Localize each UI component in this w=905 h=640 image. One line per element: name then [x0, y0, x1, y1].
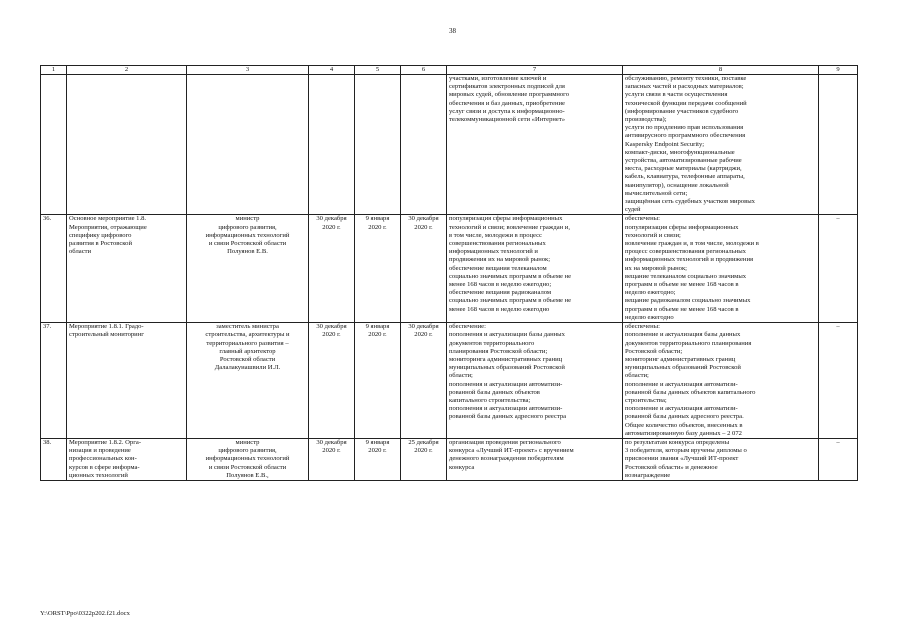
text-line: пополнение и актуализация автоматизи- — [625, 380, 738, 388]
text-line: популяризация сферы информационных — [625, 223, 739, 231]
text-line: курсов в сфере информа- — [69, 463, 140, 471]
text-line: Ростовской области — [219, 355, 276, 363]
row-number: 38. — [41, 438, 67, 480]
column-number: 3 — [187, 66, 309, 75]
text-line: капитального строительства; — [449, 396, 531, 404]
actual-result-cell — [623, 438, 819, 480]
text-line: пополнения и актуализации базы данных — [449, 331, 565, 339]
column-number: 6 — [401, 66, 447, 75]
text-line: мониторинг административных границ — [625, 355, 736, 363]
text-line: информационных технологий — [205, 231, 290, 239]
text-line: документов территориального — [449, 339, 535, 347]
column-number: 9 — [819, 66, 858, 75]
text-line: денежного вознаграждения победителям — [449, 455, 564, 463]
text-line: социально значимых программ в объеме не — [449, 297, 572, 305]
text-line: и связи Ростовской области — [208, 463, 287, 471]
text-line: пополнение и актуализация базы данных — [625, 331, 741, 339]
text-line: автоматизированную базу данных – 2 072 — [625, 429, 742, 437]
planned-result-cell — [447, 75, 623, 215]
planned-end-date-cell — [309, 323, 355, 439]
text-line: конкурса «Лучший ИТ-проект» с вручением — [449, 447, 574, 455]
text-line: их на мировой рынок; — [625, 264, 688, 272]
text-line: планирования Ростовской области; — [449, 347, 548, 355]
text-line: 9 января — [365, 323, 390, 331]
text-line: совершенствования региональных — [449, 240, 546, 248]
measure-name-cell — [67, 215, 187, 323]
actual-start-date-cell — [355, 438, 401, 480]
column-number: 8 — [623, 66, 819, 75]
text-line: защищённая сеть судебных участков мировых — [625, 198, 755, 206]
text-line: строительный мониторинг — [69, 331, 144, 339]
text-line: 25 декабря — [408, 438, 439, 446]
text-line: 2020 г. — [368, 331, 387, 339]
text-line: присвоении звания «Лучший ИТ-проект — [625, 455, 739, 463]
text-line: 2020 г. — [414, 331, 433, 339]
note-cell: – — [819, 215, 858, 323]
text-line: Общее количество объектов, внесенных в — [625, 421, 743, 429]
text-line: популяризация сферы информационных — [449, 215, 563, 223]
column-number: 5 — [355, 66, 401, 75]
text-line: вещание телеканалом социально значимых — [625, 272, 747, 280]
text-line: программ в объеме не менее 168 часов в — [625, 305, 739, 313]
text-line: министр — [235, 438, 260, 446]
text-line: 2020 г. — [414, 223, 433, 231]
text-line: специфику цифрового — [69, 231, 132, 239]
text-line: муниципальных образований Ростовской — [625, 364, 741, 372]
text-line: по результатам конкурса определены — [625, 438, 730, 446]
text-line: рованной базы данных объектов — [449, 388, 540, 396]
responsible-cell — [187, 323, 309, 439]
text-line: манипулятор), оснащение локальной — [625, 181, 729, 189]
text-line: Мероприятия, отражающие — [69, 223, 147, 231]
text-line: обеспечены: — [625, 323, 660, 331]
text-line: обслуживанию, ремонту техники, поставке — [625, 75, 747, 82]
text-line: цифрового развития, — [218, 223, 277, 231]
page-number: 38 — [449, 27, 456, 35]
text-line: пополнения и актуализации автоматизи- — [449, 380, 563, 388]
text-line: обеспечение вещания радиоканалом — [449, 289, 552, 297]
text-line: Полуянов Е.В., — [226, 471, 269, 479]
planned-result-cell — [447, 438, 623, 480]
text-line: мониторинга административных границ — [449, 355, 563, 363]
continuation-row — [41, 75, 858, 215]
text-line: 30 декабря — [408, 323, 439, 331]
text-line: 2020 г. — [368, 447, 387, 455]
text-line: участками, изготовление ключей и — [449, 75, 547, 82]
text-line: муниципальных образований Ростовской — [449, 364, 565, 372]
text-line: 9 января — [365, 215, 390, 223]
text-line: телекоммуникационной сети «Интернет» — [449, 116, 565, 124]
actual-start-date-cell — [355, 215, 401, 323]
text-line: процесс совершенствования региональных — [625, 248, 746, 256]
text-line: 30 декабря — [316, 323, 347, 331]
text-line: области; — [449, 372, 473, 380]
text-line: устройства, автоматизированные рабочие — [625, 157, 742, 165]
text-line: организация проведения регионального — [449, 438, 561, 446]
text-line: рованной базы данных объектов капитального — [625, 388, 756, 396]
text-line: Ростовской области; — [625, 347, 683, 355]
note-cell: – — [819, 438, 858, 480]
text-line: Ростовской области» и денежное — [625, 463, 718, 471]
text-line: Основное мероприятие 1.8. — [69, 215, 147, 223]
text-line: рованной базы данных адресного реестра — [449, 413, 567, 421]
text-line: низация и проведение — [69, 447, 131, 455]
text-line: 2020 г. — [322, 223, 341, 231]
text-line: 9 января — [365, 438, 390, 446]
text-line: информационных технологий и продвижения — [625, 256, 754, 264]
text-line: судей — [625, 206, 641, 214]
text-line: 2020 г. — [414, 447, 433, 455]
text-line: Мероприятие 1.8.1. Градо- — [69, 323, 144, 331]
text-line: 30 декабря — [316, 438, 347, 446]
text-line: компакт-диски, многофункциональные — [625, 148, 735, 156]
text-line: пополнения и актуализации автоматизи- — [449, 405, 563, 413]
text-line: места, расходные материалы (картриджи, — [625, 165, 742, 173]
planned-end-date-cell — [309, 215, 355, 323]
column-number: 2 — [67, 66, 187, 75]
text-line: технической функции передачи сообщений — [625, 99, 747, 107]
text-line: обеспечение вещания телеканалом — [449, 264, 547, 272]
text-line: министр — [235, 215, 260, 223]
text-line: (информирование участников судебного — [625, 107, 739, 115]
text-line: продвижения их на мировой рынок; — [449, 256, 551, 264]
responsible-cell — [187, 438, 309, 480]
text-line: программ в объеме не менее 168 часов в — [625, 281, 739, 289]
text-line: 3 победителя, которым вручены дипломы о — [625, 447, 747, 455]
text-line: услуги связи в части осуществления — [625, 91, 728, 99]
text-line: кабель, клавиатура, телефонные аппараты, — [625, 173, 745, 181]
text-line: сертификатов электронных подписей для — [449, 83, 565, 91]
text-line: вычислительной сети; — [625, 189, 688, 197]
text-line: развития в Ростовской — [69, 240, 133, 248]
actual-result-cell — [623, 75, 819, 215]
text-line: главный архитектор — [219, 347, 276, 355]
text-line: области — [69, 248, 92, 256]
text-line: информационных технологий — [205, 455, 290, 463]
text-line: менее 168 часов в неделю ежегодно; — [449, 281, 552, 289]
text-line: заместитель министра — [216, 323, 279, 331]
text-line: мировых судей, обновление программного — [449, 91, 570, 99]
actual-end-date-cell — [401, 215, 447, 323]
text-line: запасных частей и расходных материалов; — [625, 83, 744, 91]
text-line: обеспечения и баз данных, приобретение — [449, 99, 565, 107]
planned-result-cell — [447, 323, 623, 439]
table-row — [41, 215, 858, 323]
text-line: и связи Ростовской области — [208, 240, 287, 248]
column-number: 1 — [41, 66, 67, 75]
actual-start-date-cell — [355, 323, 401, 439]
text-line: обеспечены: — [625, 215, 660, 223]
text-line: услуги по продлению прав использования — [625, 124, 744, 132]
text-line: Мероприятие 1.8.2. Орга- — [69, 438, 142, 446]
text-line: 30 декабря — [316, 215, 347, 223]
text-line: строительства, архитектуры и — [205, 331, 290, 339]
text-line: неделю ежегодно; — [625, 289, 676, 297]
text-line: услуг связи и доступа к информационно- — [449, 107, 565, 115]
planned-result-cell — [447, 215, 623, 323]
measure-name-cell — [67, 323, 187, 439]
table-row — [41, 438, 858, 480]
actual-result-cell — [623, 215, 819, 323]
actual-end-date-cell — [401, 438, 447, 480]
text-line: рованной базы данных адресного реестра. — [625, 413, 744, 421]
text-line: Далалакуиашвили И.Л. — [214, 364, 281, 372]
column-number-row — [41, 66, 858, 75]
text-line: обеспечение: — [449, 323, 486, 331]
actual-end-date-cell — [401, 323, 447, 439]
text-line: цифрового развития, — [218, 447, 277, 455]
text-line: пополнение и актуализация автоматизи- — [625, 405, 738, 413]
footer-file-path: Y:\ORST\Ppo\0322p202.f21.docx — [40, 610, 130, 617]
column-number: 7 — [447, 66, 623, 75]
text-line: Полуянов Е.В. — [227, 248, 268, 256]
measures-table — [40, 65, 858, 481]
text-line: 2020 г. — [322, 331, 341, 339]
row-number: 37. — [41, 323, 67, 439]
responsible-cell — [187, 215, 309, 323]
text-line: территориального развития – — [206, 339, 289, 347]
text-line: технологий и связи; вовлечение граждан и, — [449, 223, 570, 231]
text-line: антивирусного программного обеспечения — [625, 132, 746, 140]
text-line: технологий и связи; — [625, 231, 681, 239]
text-line: менее 168 часов в неделю ежегодно — [449, 305, 550, 313]
text-line: профессиональных кон- — [69, 455, 137, 463]
text-line: вещание радиоканалом социально значимых — [625, 297, 751, 305]
text-line: социально значимых программ в объеме не — [449, 272, 572, 280]
text-line: 30 декабря — [408, 215, 439, 223]
note-cell: – — [819, 323, 858, 439]
row-number: 36. — [41, 215, 67, 323]
planned-end-date-cell — [309, 438, 355, 480]
text-line: вознаграждение — [625, 471, 671, 479]
text-line: вовлечение граждан и, в том числе, молодежи в — [625, 240, 759, 248]
text-line: информационных технологий и — [449, 248, 538, 256]
text-line: конкурса — [449, 463, 475, 471]
column-number: 4 — [309, 66, 355, 75]
text-line: неделю ежегодно — [625, 313, 674, 321]
text-line: строительства; — [625, 396, 667, 404]
text-line: 2020 г. — [322, 447, 341, 455]
text-line: 2020 г. — [368, 223, 387, 231]
measure-name-cell — [67, 438, 187, 480]
text-line: Kaspersky Endpoint Security; — [625, 140, 705, 148]
text-line: в том числе, молодежи в процесс — [449, 231, 542, 239]
text-line: документов территориального планирования — [625, 339, 752, 347]
text-line: области; — [625, 372, 649, 380]
table-row — [41, 323, 858, 439]
text-line: производства); — [625, 116, 667, 124]
text-line: ционных технологий — [69, 471, 128, 479]
actual-result-cell — [623, 323, 819, 439]
